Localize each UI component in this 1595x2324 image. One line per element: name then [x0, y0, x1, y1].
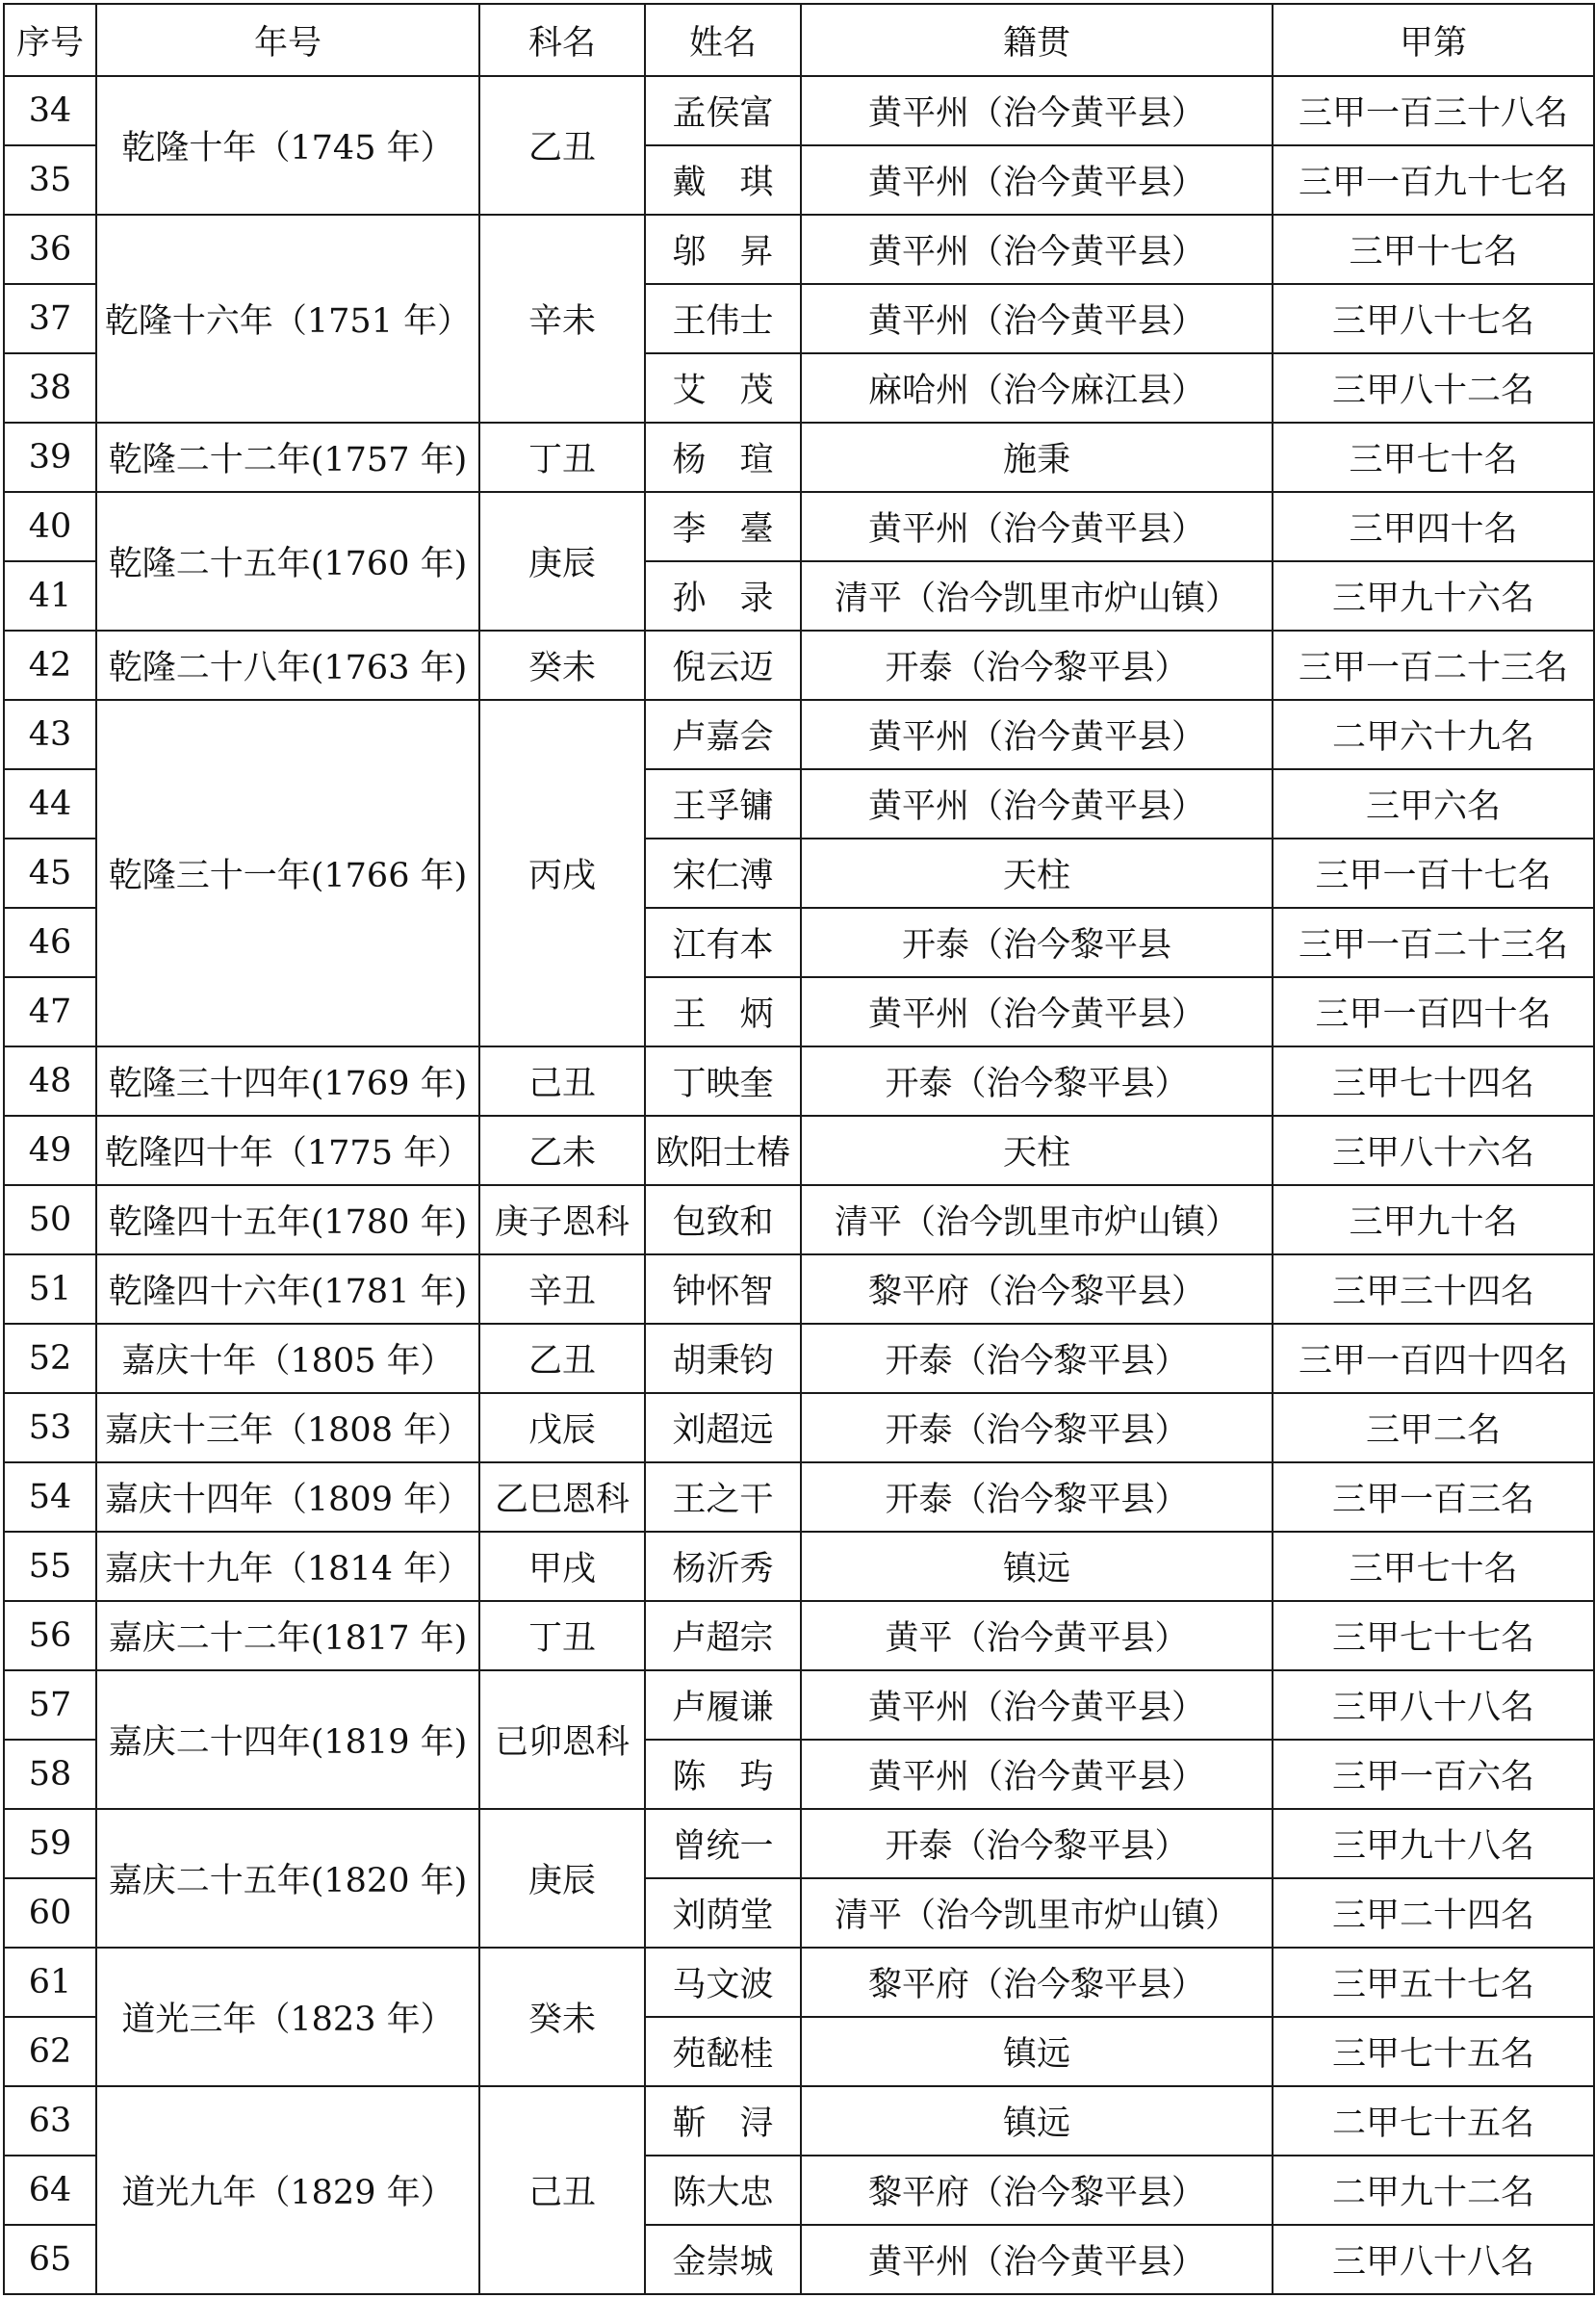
native-place-cell: 镇远	[801, 2017, 1273, 2086]
header-serial-number: 序号	[4, 4, 96, 76]
name-cell: 包致和	[645, 1185, 801, 1254]
serial-number-cell: 38	[4, 353, 96, 423]
serial-number-cell: 55	[4, 1532, 96, 1601]
name-cell: 艾 茂	[645, 353, 801, 423]
rank-cell: 三甲九十八名	[1273, 1809, 1594, 1878]
rank-cell: 三甲八十二名	[1273, 353, 1594, 423]
rank-cell: 三甲七十五名	[1273, 2017, 1594, 2086]
exam-name-cell: 乙丑	[479, 76, 645, 215]
table-row	[4, 1185, 1594, 1254]
name-cell: 孟侯富	[645, 76, 801, 145]
name-cell: 王孚镛	[645, 769, 801, 839]
serial-number-cell: 51	[4, 1254, 96, 1324]
serial-number-cell: 46	[4, 908, 96, 977]
name-cell: 金崇城	[645, 2225, 801, 2294]
name-cell: 马文波	[645, 1948, 801, 2017]
serial-number-cell: 61	[4, 1948, 96, 2017]
exam-name-cell: 丁丑	[479, 1601, 645, 1670]
name-cell: 卢嘉会	[645, 700, 801, 769]
name-cell: 欧阳士椿	[645, 1116, 801, 1185]
serial-number-cell: 35	[4, 145, 96, 215]
serial-number-cell: 64	[4, 2156, 96, 2225]
name-cell: 陈 玙	[645, 1740, 801, 1809]
rank-cell: 三甲十七名	[1273, 215, 1594, 284]
reign-year-cell: 嘉庆十四年（1809 年）	[96, 1462, 479, 1532]
native-place-cell: 黎平府（治今黎平县）	[801, 2156, 1273, 2225]
native-place-cell: 清平（治今凯里市炉山镇）	[801, 561, 1273, 631]
serial-number-cell: 59	[4, 1809, 96, 1878]
exam-name-cell: 庚子恩科	[479, 1185, 645, 1254]
reign-year-cell: 嘉庆十三年（1808 年）	[96, 1393, 479, 1462]
rank-cell: 三甲一百九十七名	[1273, 145, 1594, 215]
table-row	[4, 1254, 1594, 1324]
native-place-cell: 开泰（治今黎平县）	[801, 1324, 1273, 1393]
serial-number-cell: 62	[4, 2017, 96, 2086]
reign-year-cell: 嘉庆十年（1805 年）	[96, 1324, 479, 1393]
native-place-cell: 清平（治今凯里市炉山镇）	[801, 1878, 1273, 1948]
name-cell: 倪云迈	[645, 631, 801, 700]
table-row	[4, 492, 1594, 561]
rank-cell: 三甲二十四名	[1273, 1878, 1594, 1948]
table-row	[4, 631, 1594, 700]
table-row	[4, 1601, 1594, 1670]
reign-year-cell: 嘉庆二十二年(1817 年)	[96, 1601, 479, 1670]
name-cell: 丁映奎	[645, 1046, 801, 1116]
reign-year-cell: 乾隆四十六年(1781 年)	[96, 1254, 479, 1324]
serial-number-cell: 42	[4, 631, 96, 700]
native-place-cell: 黎平府（治今黎平县）	[801, 1254, 1273, 1324]
header-row	[4, 4, 1594, 76]
reign-year-cell: 乾隆二十二年(1757 年)	[96, 423, 479, 492]
rank-cell: 三甲一百二十三名	[1273, 908, 1594, 977]
serial-number-cell: 48	[4, 1046, 96, 1116]
table-row	[4, 1393, 1594, 1462]
rank-cell: 三甲六名	[1273, 769, 1594, 839]
name-cell: 卢超宗	[645, 1601, 801, 1670]
serial-number-cell: 52	[4, 1324, 96, 1393]
native-place-cell: 黎平府（治今黎平县）	[801, 1948, 1273, 2017]
name-cell: 苑馝桂	[645, 2017, 801, 2086]
serial-number-cell: 39	[4, 423, 96, 492]
native-place-cell: 镇远	[801, 1532, 1273, 1601]
exam-name-cell: 戊辰	[479, 1393, 645, 1462]
exam-name-cell: 甲戌	[479, 1532, 645, 1601]
name-cell: 宋仁溥	[645, 839, 801, 908]
rank-cell: 三甲九十六名	[1273, 561, 1594, 631]
serial-number-cell: 53	[4, 1393, 96, 1462]
rank-cell: 三甲七十名	[1273, 423, 1594, 492]
rank-cell: 三甲一百四十四名	[1273, 1324, 1594, 1393]
native-place-cell: 天柱	[801, 839, 1273, 908]
exam-name-cell: 丙戌	[479, 700, 645, 1046]
reign-year-cell: 道光九年（1829 年）	[96, 2086, 479, 2294]
rank-cell: 三甲五十七名	[1273, 1948, 1594, 2017]
name-cell: 杨沂秀	[645, 1532, 801, 1601]
table-body	[4, 76, 1594, 2294]
exam-name-cell: 庚辰	[479, 492, 645, 631]
rank-cell: 三甲一百三名	[1273, 1462, 1594, 1532]
native-place-cell: 开泰（治今黎平县	[801, 908, 1273, 977]
rank-cell: 二甲九十二名	[1273, 2156, 1594, 2225]
jinshi-roster-table	[3, 3, 1595, 2295]
reign-year-cell: 乾隆三十四年(1769 年)	[96, 1046, 479, 1116]
native-place-cell: 黄平州（治今黄平县）	[801, 700, 1273, 769]
native-place-cell: 黄平州（治今黄平县）	[801, 1740, 1273, 1809]
serial-number-cell: 57	[4, 1670, 96, 1740]
table-row	[4, 700, 1594, 769]
header-native-place: 籍贯	[801, 4, 1273, 76]
native-place-cell: 开泰（治今黎平县）	[801, 1393, 1273, 1462]
exam-name-cell: 辛丑	[479, 1254, 645, 1324]
name-cell: 王 炳	[645, 977, 801, 1046]
exam-name-cell: 己丑	[479, 1046, 645, 1116]
reign-year-cell: 道光三年（1823 年）	[96, 1948, 479, 2086]
reign-year-cell: 乾隆四十五年(1780 年)	[96, 1185, 479, 1254]
native-place-cell: 麻哈州（治今麻江县）	[801, 353, 1273, 423]
native-place-cell: 施秉	[801, 423, 1273, 492]
exam-name-cell: 已卯恩科	[479, 1670, 645, 1809]
table-row	[4, 1532, 1594, 1601]
serial-number-cell: 47	[4, 977, 96, 1046]
exam-name-cell: 癸未	[479, 631, 645, 700]
serial-number-cell: 34	[4, 76, 96, 145]
name-cell: 胡秉钧	[645, 1324, 801, 1393]
serial-number-cell: 54	[4, 1462, 96, 1532]
header-rank: 甲第	[1273, 4, 1594, 76]
exam-name-cell: 己丑	[479, 2086, 645, 2294]
name-cell: 卢履谦	[645, 1670, 801, 1740]
name-cell: 陈大忠	[645, 2156, 801, 2225]
serial-number-cell: 45	[4, 839, 96, 908]
native-place-cell: 黄平州（治今黄平县）	[801, 977, 1273, 1046]
reign-year-cell: 乾隆二十五年(1760 年)	[96, 492, 479, 631]
serial-number-cell: 37	[4, 284, 96, 353]
rank-cell: 二甲六十九名	[1273, 700, 1594, 769]
serial-number-cell: 63	[4, 2086, 96, 2156]
name-cell: 孙 录	[645, 561, 801, 631]
rank-cell: 三甲三十四名	[1273, 1254, 1594, 1324]
exam-name-cell: 庚辰	[479, 1809, 645, 1948]
serial-number-cell: 44	[4, 769, 96, 839]
native-place-cell: 黄平州（治今黄平县）	[801, 284, 1273, 353]
serial-number-cell: 58	[4, 1740, 96, 1809]
native-place-cell: 黄平（治今黄平县）	[801, 1601, 1273, 1670]
rank-cell: 三甲七十四名	[1273, 1046, 1594, 1116]
table-row	[4, 1324, 1594, 1393]
rank-cell: 三甲二名	[1273, 1393, 1594, 1462]
rank-cell: 三甲四十名	[1273, 492, 1594, 561]
serial-number-cell: 43	[4, 700, 96, 769]
table-row	[4, 1809, 1594, 1878]
reign-year-cell: 嘉庆十九年（1814 年）	[96, 1532, 479, 1601]
rank-cell: 三甲八十八名	[1273, 1670, 1594, 1740]
exam-name-cell: 辛未	[479, 215, 645, 423]
name-cell: 杨 瑄	[645, 423, 801, 492]
native-place-cell: 黄平州（治今黄平县）	[801, 215, 1273, 284]
name-cell: 曾统一	[645, 1809, 801, 1878]
exam-name-cell: 乙丑	[479, 1324, 645, 1393]
serial-number-cell: 36	[4, 215, 96, 284]
rank-cell: 三甲八十六名	[1273, 1116, 1594, 1185]
serial-number-cell: 50	[4, 1185, 96, 1254]
serial-number-cell: 40	[4, 492, 96, 561]
exam-name-cell: 乙巳恩科	[479, 1462, 645, 1532]
native-place-cell: 黄平州（治今黄平县）	[801, 76, 1273, 145]
name-cell: 戴 琪	[645, 145, 801, 215]
header-name: 姓名	[645, 4, 801, 76]
name-cell: 靳 浔	[645, 2086, 801, 2156]
name-cell: 王之干	[645, 1462, 801, 1532]
native-place-cell: 黄平州（治今黄平县）	[801, 492, 1273, 561]
serial-number-cell: 41	[4, 561, 96, 631]
native-place-cell: 清平（治今凯里市炉山镇）	[801, 1185, 1273, 1254]
table-row	[4, 423, 1594, 492]
reign-year-cell: 乾隆四十年（1775 年）	[96, 1116, 479, 1185]
serial-number-cell: 56	[4, 1601, 96, 1670]
name-cell: 江有本	[645, 908, 801, 977]
serial-number-cell: 49	[4, 1116, 96, 1185]
native-place-cell: 开泰（治今黎平县）	[801, 1046, 1273, 1116]
serial-number-cell: 65	[4, 2225, 96, 2294]
name-cell: 邬 昇	[645, 215, 801, 284]
rank-cell: 三甲九十名	[1273, 1185, 1594, 1254]
rank-cell: 三甲八十八名	[1273, 2225, 1594, 2294]
rank-cell: 三甲七十名	[1273, 1532, 1594, 1601]
native-place-cell: 黄平州（治今黄平县）	[801, 1670, 1273, 1740]
header-reign-year: 年号	[96, 4, 479, 76]
native-place-cell: 镇远	[801, 2086, 1273, 2156]
table-row	[4, 1948, 1594, 2017]
native-place-cell: 开泰（治今黎平县）	[801, 1462, 1273, 1532]
reign-year-cell: 嘉庆二十四年(1819 年)	[96, 1670, 479, 1809]
name-cell: 李 臺	[645, 492, 801, 561]
rank-cell: 三甲一百六名	[1273, 1740, 1594, 1809]
table-row	[4, 1670, 1594, 1740]
rank-cell: 三甲一百四十名	[1273, 977, 1594, 1046]
reign-year-cell: 乾隆三十一年(1766 年)	[96, 700, 479, 1046]
table-row	[4, 1462, 1594, 1532]
serial-number-cell: 60	[4, 1878, 96, 1948]
name-cell: 刘荫堂	[645, 1878, 801, 1948]
table-row	[4, 215, 1594, 284]
reign-year-cell: 嘉庆二十五年(1820 年)	[96, 1809, 479, 1948]
reign-year-cell: 乾隆十六年（1751 年）	[96, 215, 479, 423]
table-row	[4, 76, 1594, 145]
table-row	[4, 2086, 1594, 2156]
exam-name-cell: 丁丑	[479, 423, 645, 492]
native-place-cell: 开泰（治今黎平县）	[801, 631, 1273, 700]
name-cell: 王伟士	[645, 284, 801, 353]
table-row	[4, 1046, 1594, 1116]
native-place-cell: 黄平州（治今黄平县）	[801, 145, 1273, 215]
rank-cell: 三甲一百三十八名	[1273, 76, 1594, 145]
native-place-cell: 黄平州（治今黄平县）	[801, 2225, 1273, 2294]
name-cell: 刘超远	[645, 1393, 801, 1462]
reign-year-cell: 乾隆十年（1745 年）	[96, 76, 479, 215]
header-exam-name: 科名	[479, 4, 645, 76]
rank-cell: 三甲八十七名	[1273, 284, 1594, 353]
rank-cell: 三甲一百二十三名	[1273, 631, 1594, 700]
rank-cell: 三甲七十七名	[1273, 1601, 1594, 1670]
exam-name-cell: 癸未	[479, 1948, 645, 2086]
native-place-cell: 开泰（治今黎平县）	[801, 1809, 1273, 1878]
exam-name-cell: 乙未	[479, 1116, 645, 1185]
rank-cell: 三甲一百十七名	[1273, 839, 1594, 908]
rank-cell: 二甲七十五名	[1273, 2086, 1594, 2156]
native-place-cell: 天柱	[801, 1116, 1273, 1185]
name-cell: 钟怀智	[645, 1254, 801, 1324]
table-row	[4, 1116, 1594, 1185]
reign-year-cell: 乾隆二十八年(1763 年)	[96, 631, 479, 700]
native-place-cell: 黄平州（治今黄平县）	[801, 769, 1273, 839]
